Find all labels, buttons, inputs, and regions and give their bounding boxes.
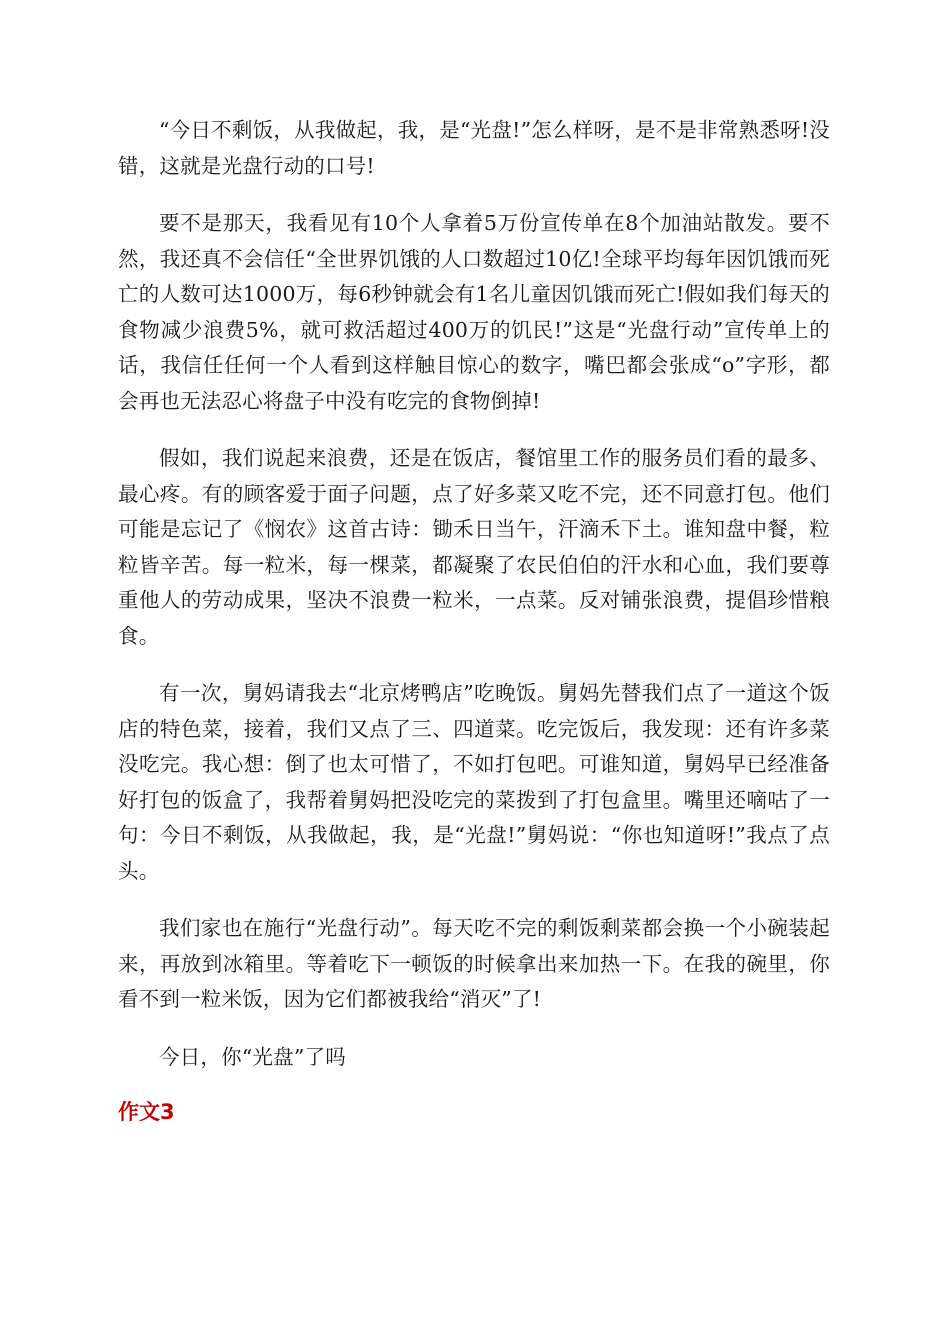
paragraph-5: 我们家也在施行“光盘行动”。每天吃不完的剩饭剩菜都会换一个小碗装起来，再放到冰箱里。等着吃下一顿饭的时候拿出来加热一下。在我的碗里，你看不到一粒米饭，因为它们都被我给“消灭”了! bbox=[118, 916, 830, 1011]
paragraph-1: “今日不剩饭，从我做起，我，是“光盘!”怎么样呀，是不是非常熟悉呀!没错，这就是光盘行动的口号! bbox=[118, 118, 830, 178]
section-heading: 作文3 bbox=[118, 1100, 175, 1124]
document-page bbox=[118, 113, 830, 1127]
paragraph-2: 要不是那天，我看见有10个人拿着5万份宣传单在8个加油站散发。要不然，我还真不会信任“全世界饥饿的人口数超过10亿!全球平均每年因饥饿而死亡的人数可达1000万，每6秒钟就会有1名儿童因饥饿而死亡!假如我们每天的食物减少浪费5%，就可救活超过400万的饥民!”这是“光盘行动”宣传单上的话，我信任任何一个人看到这样触目惊心的数字，嘴巴都会张成“o”字形，都会再也无法忍心将盘子中没有吃完的食物倒掉! bbox=[118, 211, 830, 413]
paragraph-4: 有一次，舅妈请我去“北京烤鸭店”吃晚饭。舅妈先替我们点了一道这个饭店的特色菜，接着，我们又点了三、四道菜。吃完饭后，我发现：还有许多菜没吃完。我心想：倒了也太可惜了，不如打包吧。可谁知道，舅妈早已经准备好打包的饭盒了，我帮着舅妈把没吃完的菜拨到了打包盒里。嘴里还嘀咕了一句：今日不剩饭，从我做起，我，是“光盘!”舅妈说：“你也知道呀!”我点了点头。 bbox=[118, 681, 830, 883]
paragraph-6: 今日，你“光盘”了吗 bbox=[159, 1044, 346, 1069]
paragraph-3: 假如，我们说起来浪费，还是在饭店，餐馆里工作的服务员们看的最多、最心疼。有的顾客爱于面子问题，点了好多菜又吃不完，还不同意打包。他们可能是忘记了《悯农》这首古诗：锄禾日当午，汗滴禾下土。谁知盘中餐，粒粒皆辛苦。每一粒米，每一棵菜，都凝聚了农民伯伯的汗水和心血，我们要尊重他人的劳动成果，坚决不浪费一粒米，一点菜。反对铺张浪费，提倡珍惜粮食。 bbox=[118, 446, 830, 648]
